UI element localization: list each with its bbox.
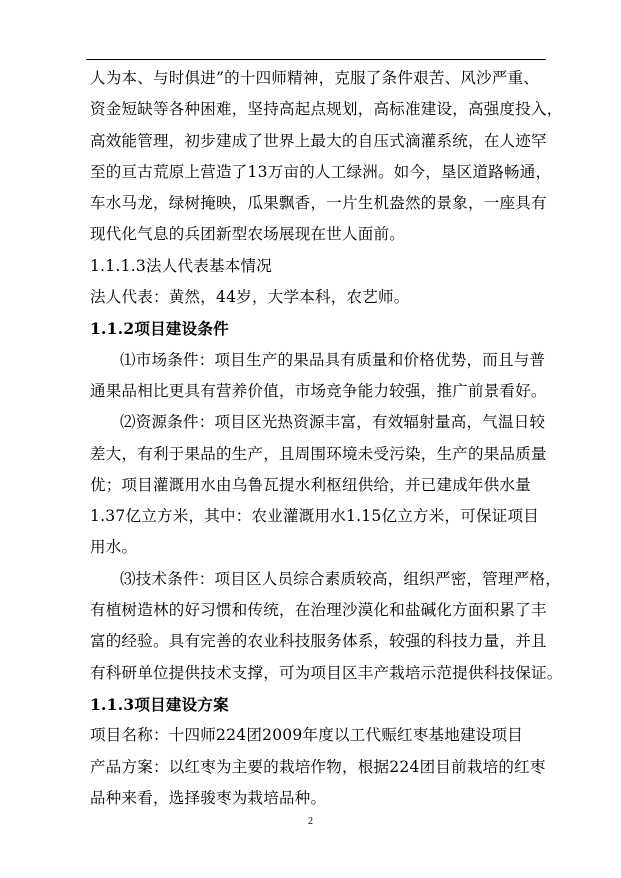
body-line: 通果品相比更具有营养价值，市场竞争能力较强，推广前景看好。 [90, 381, 547, 400]
document-body [90, 63, 563, 814]
body-line: 高效能管理，初步建成了世界上最大的自压式滴灌系统，在人迹罕 [90, 131, 547, 150]
body-line: 现代化气息的兵团新型农场展现在世人面前。 [90, 225, 406, 244]
paragraph-start: ⑶技术条件：项目区人员综合素质较高，组织严密，管理严格， [120, 569, 562, 588]
body-line: 1.37亿立方米，其中：农业灌溉用水1.15亿立方米，可保证项目 [90, 507, 540, 526]
body-line: 人为本、与时俱进”的十四师精神，克服了条件艰苦、风沙严重、 [90, 69, 540, 87]
body-line: 用水。 [90, 538, 138, 557]
header-rule [86, 59, 546, 60]
body-line: 车水马龙，绿树掩映，瓜果飘香，一片生机盎然的景象，一座具有 [90, 194, 547, 213]
body-line: 产品方案：以红枣为主要的栽培作物，根据224团目前栽培的红枣 [90, 757, 546, 776]
body-line: 项目名称：十四师224团2009年度以工代赈红枣基地建设项目 [90, 726, 524, 745]
section-heading: 1.1.3项目建设方案 [90, 694, 229, 714]
paragraph-start: ⑵资源条件：项目区光热资源丰富，有效辐射量高，气温日较 [120, 413, 546, 432]
body-line: 有科研单位提供技术支撑，可为项目区丰产栽培示范提供科技保证。 [90, 663, 563, 682]
body-line: 有植树造林的好习惯和传统，在治理沙漠化和盐碱化方面积累了丰 [90, 601, 547, 620]
body-line: 至的亘古荒原上营造了13万亩的人工绿洲。如今，垦区道路畅通， [90, 162, 552, 181]
body-line: 差大，有利于果品的生产，且周围环境未受污染，生产的果品质量 [90, 444, 547, 463]
body-line: 法人代表：黄然，44岁，大学本科，农艺师。 [90, 288, 410, 307]
page-number: 2 [308, 816, 313, 827]
body-line: 品种来看，选择骏枣为栽培品种。 [90, 788, 327, 807]
paragraph-start: ⑴市场条件：项目生产的果品具有质量和价格优势，而且与普 [120, 350, 546, 369]
body-line: 优；项目灌溉用水由乌鲁瓦提水利枢纽供给，并已建成年供水量 [90, 475, 532, 494]
body-line: 富的经验。具有完善的农业科技服务体系，较强的科技力量，并且 [90, 632, 547, 651]
subsection-heading: 1.1.1.3法人代表基本情况 [90, 256, 272, 275]
section-heading: 1.1.2项目建设条件 [90, 319, 229, 339]
body-line: 资金短缺等各种困难，坚持高起点规划，高标准建设，高强度投入， [90, 100, 563, 119]
